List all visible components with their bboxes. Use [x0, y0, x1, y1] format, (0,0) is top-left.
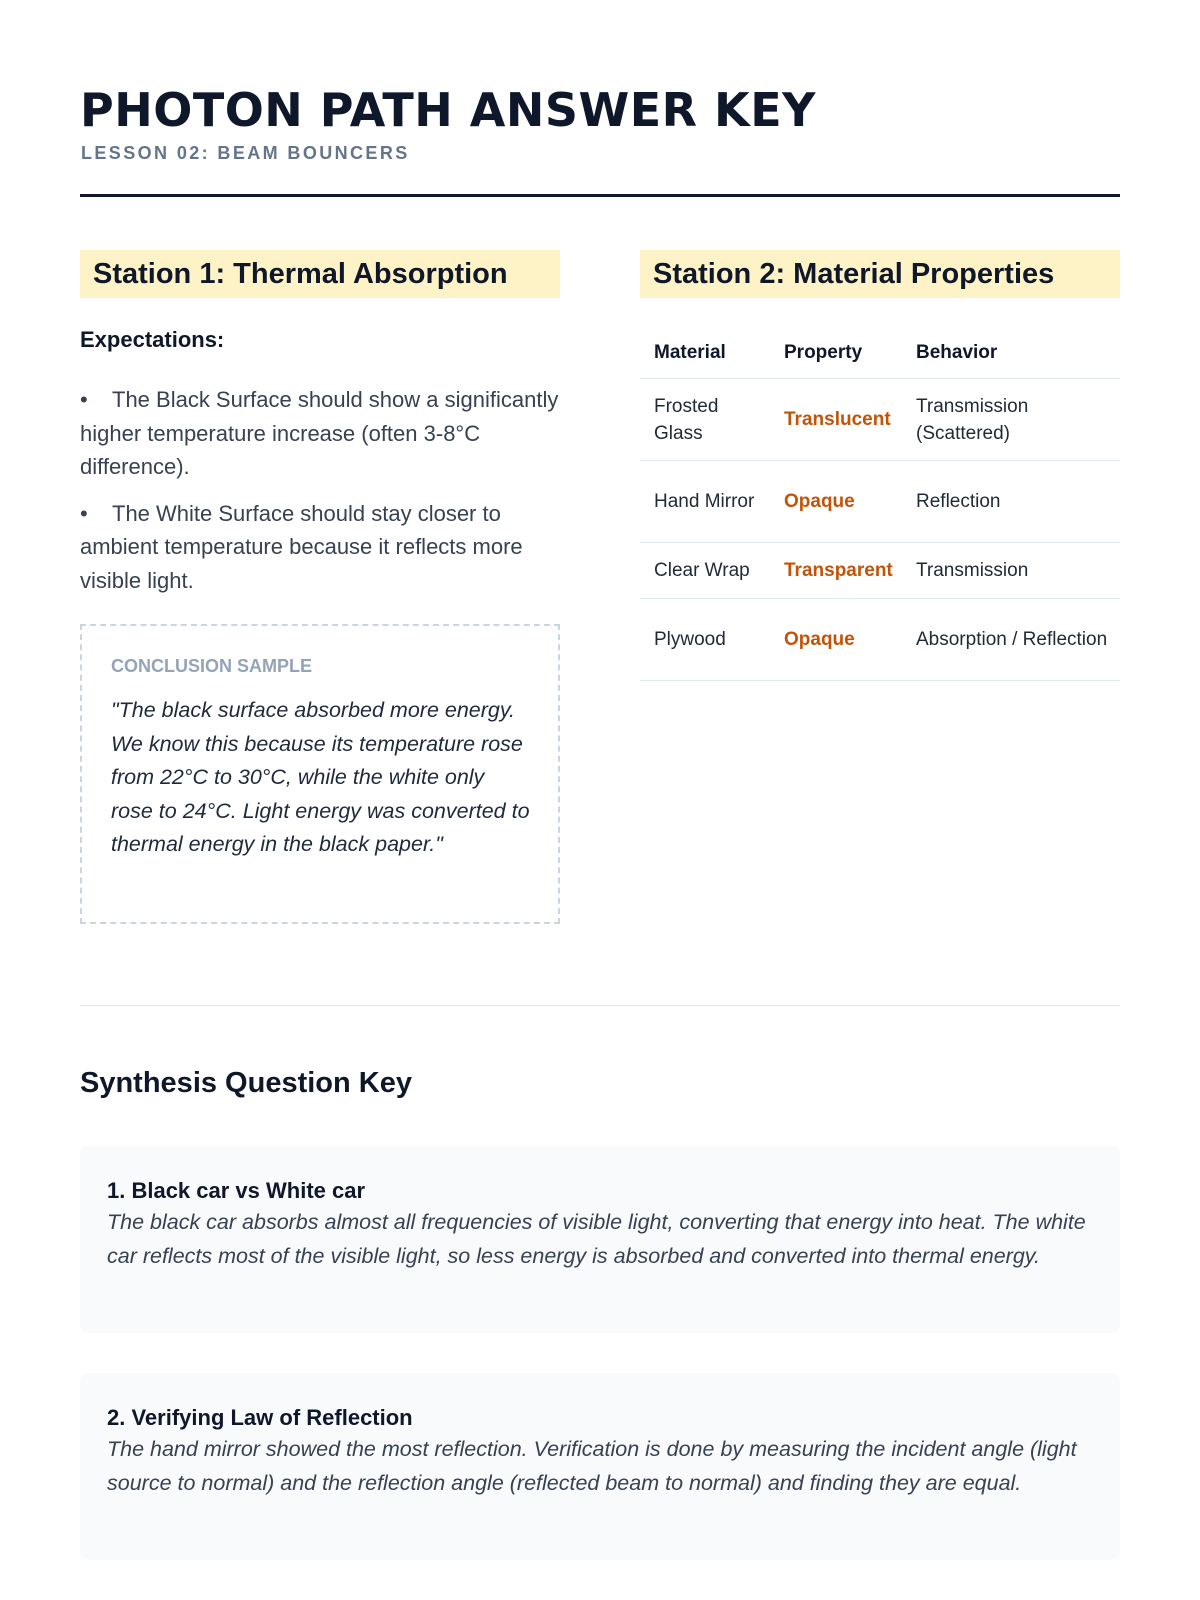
synthesis-card [80, 1146, 1120, 1333]
column-header-property: Property [770, 328, 902, 379]
property-cell: Transparent [770, 543, 902, 599]
bullet-icon: • [80, 387, 88, 412]
property-cell: Opaque [770, 599, 902, 681]
station-1-heading: Station 1: Thermal Absorption [80, 250, 560, 298]
table-row [640, 379, 1120, 461]
synthesis-question: 2. Verifying Law of Reflection [107, 1405, 413, 1430]
synthesis-title: Synthesis Question Key [80, 1067, 412, 1099]
material-properties-table [640, 328, 1120, 681]
behavior-cell: Transmission [902, 543, 1120, 599]
list-item [80, 497, 560, 598]
behavior-cell: Absorption / Reflection [902, 599, 1120, 681]
conclusion-sample-text: "The black surface absorbed more energy. We know this because its temperature rose from 22°C to 30°C, while the white only rose to 24°C. Light energy was converted to thermal energy in the black paper." [111, 698, 530, 856]
table-row [640, 461, 1120, 543]
expectations-label: Expectations: [80, 327, 225, 352]
expectation-text: The White Surface should stay closer to ambient temperature because it reflects more visible light. [80, 500, 523, 593]
material-cell: Clear Wrap [640, 543, 770, 599]
property-cell: Translucent [770, 379, 902, 461]
material-cell: Plywood [640, 599, 770, 681]
lesson-subtitle: LESSON 02: BEAM BOUNCERS [81, 143, 410, 163]
synthesis-answer: The hand mirror showed the most reflection. Verification is done by measuring the incident angle (light source to normal) and the reflection angle (reflected beam to normal) and finding they are equal. [107, 1437, 1077, 1495]
synthesis-answer: The black car absorbs almost all frequencies of visible light, converting that energy into heat. The white car reflects most of the visible light, so less energy is absorbed and converted into thermal energy. [107, 1210, 1086, 1268]
table-row [640, 599, 1120, 681]
conclusion-sample-label: CONCLUSION SAMPLE [111, 656, 313, 676]
list-item [80, 383, 560, 484]
header-divider [80, 194, 1120, 197]
expectation-text: The Black Surface should show a significantly higher temperature increase (often 3-8°C difference). [80, 387, 559, 479]
conclusion-sample-box [80, 624, 560, 924]
station-2-heading: Station 2: Material Properties [640, 250, 1120, 298]
table-header-row [640, 328, 1120, 379]
behavior-cell: Transmission (Scattered) [902, 379, 1120, 461]
synthesis-question: 1. Black car vs White car [107, 1178, 366, 1203]
bullet-icon: • [80, 500, 88, 526]
column-header-behavior: Behavior [902, 328, 1120, 379]
column-header-material: Material [640, 328, 770, 379]
material-cell: Frosted Glass [640, 379, 770, 461]
material-cell: Hand Mirror [640, 461, 770, 543]
table-row [640, 543, 1120, 599]
page-title: PHOTON PATH ANSWER KEY [80, 83, 816, 137]
section-divider [80, 1005, 1120, 1006]
property-cell: Opaque [770, 461, 902, 543]
behavior-cell: Reflection [902, 461, 1120, 543]
synthesis-card [80, 1373, 1120, 1560]
expectations-list [80, 383, 560, 610]
